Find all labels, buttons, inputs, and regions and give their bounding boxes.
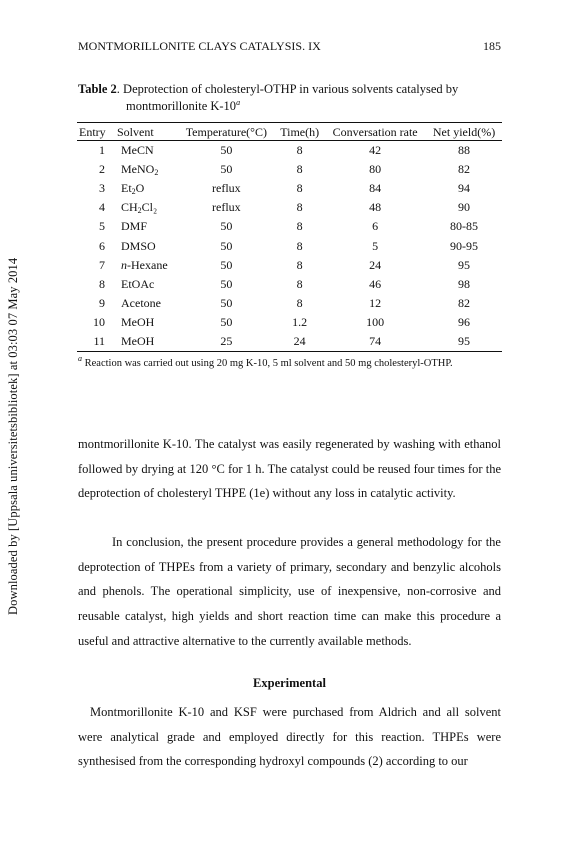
cell-yield: 88: [458, 143, 471, 158]
cell-yield: 96: [458, 314, 471, 329]
solvent-name: CH: [121, 200, 138, 215]
results-table: [77, 122, 502, 352]
cell-conversion: 84: [369, 181, 382, 196]
cell-solvent: [115, 256, 178, 275]
cell-conversion: 24: [369, 257, 382, 272]
cell-entry: 10: [93, 314, 105, 329]
cell-conversion: 5: [372, 238, 379, 253]
cell-temperature: reflux: [212, 181, 241, 196]
cell-yield: 90: [458, 200, 471, 215]
section-heading: Experimental: [253, 676, 326, 690]
download-watermark: Downloaded by [Uppsala universitetsbibliotek] at 03:03 07 May 2014: [6, 257, 20, 615]
cell-yield: 80-85: [450, 219, 479, 234]
solvent-name: MeCN: [121, 143, 154, 158]
paragraph-conclusion: [78, 530, 501, 654]
cell-temperature: 25: [178, 332, 276, 352]
column-header-entry: Entry: [77, 123, 115, 141]
cell-solvent: [115, 236, 178, 255]
cell-time: 8: [296, 219, 303, 234]
running-title: MONTMORILLONITE CLAYS CATALYSIS. IX: [78, 39, 321, 53]
cell-temperature: 50: [220, 314, 233, 329]
cell-temperature: 50: [220, 276, 233, 291]
solvent-name: DMF: [121, 219, 148, 234]
caption-footnote-marker: a: [236, 98, 241, 107]
table-row: [77, 313, 502, 332]
table-row: [77, 275, 502, 294]
cell-entry: 6: [99, 238, 105, 253]
cell-conversion: 74: [324, 332, 426, 352]
cell-conversion: 6: [372, 219, 379, 234]
cell-entry: 5: [99, 219, 105, 234]
solvent-subscript: 2: [131, 187, 136, 197]
footnote-marker: a: [78, 354, 82, 363]
cell-entry: 9: [99, 295, 105, 310]
cell-solvent: [115, 179, 178, 198]
cell-conversion: 100: [366, 314, 385, 329]
solvent-name: MeOH: [121, 314, 155, 329]
cell-solvent: [115, 160, 178, 179]
paragraph-2-text: In conclusion, the present procedure provides a general methodology for the deprotection of THPEs from a variety of primary, secondary and benzylic alcohols and phenols. The operational simplicity, use of inexpensive, non-corrosive and reusable catalyst, high yields and short reaction time can make this procedure a useful and attractive alternative to the currently available methods.: [78, 535, 501, 648]
table-row: [77, 236, 502, 255]
paragraph-3-text: Montmorillonite K-10 and KSF were purchased from Aldrich and all solvent were analytical grade and employed directly for this reaction. THPEs were synthesised from the corresponding hydroxyl compounds (2) according to our: [78, 705, 501, 769]
cell-entry: 3: [99, 181, 105, 196]
cell-time: 8: [296, 200, 303, 215]
table-row: [77, 256, 502, 275]
column-header-temperature: Temperature(°C): [178, 123, 276, 141]
table-row: [77, 217, 502, 236]
cell-entry: 4: [99, 200, 105, 215]
table-row: [77, 332, 502, 352]
running-header: [78, 39, 501, 54]
solvent-name: MeNO: [121, 162, 155, 177]
column-header-solvent: Solvent: [115, 123, 178, 141]
cell-temperature: 50: [220, 257, 233, 272]
table-footnote: [78, 354, 453, 369]
cell-time: 8: [296, 276, 303, 291]
cell-time: 8: [296, 238, 303, 253]
footnote-text: Reaction was carried out using 20 mg K-10, 5 ml solvent and 50 mg cholesteryl-OTHP.: [82, 358, 453, 369]
cell-conversion: 48: [369, 200, 382, 215]
table-row: [77, 198, 502, 217]
cell-solvent: [115, 141, 178, 161]
cell-temperature: 50: [220, 219, 233, 234]
cell-temperature: 50: [220, 238, 233, 253]
cell-yield: 95: [458, 257, 471, 272]
cell-entry: 1: [99, 143, 105, 158]
cell-solvent: [115, 275, 178, 294]
solvent-subscript: 2: [137, 206, 142, 216]
cell-conversion: 46: [369, 276, 382, 291]
solvent-name: MeOH: [121, 333, 155, 348]
table-header-row: [77, 123, 502, 141]
paragraph-catalyst-reuse: [78, 432, 501, 506]
cell-entry: 7: [99, 257, 105, 272]
solvent-name-tail: Cl₂: [141, 200, 158, 215]
cell-time: 8: [296, 181, 303, 196]
solvent-subscript: 2: [154, 168, 159, 178]
cell-temperature: 50: [220, 143, 233, 158]
cell-time: 8: [296, 295, 303, 310]
page-number: 185: [483, 39, 501, 53]
cell-time: 1.2: [292, 314, 308, 329]
cell-yield: 95: [426, 332, 502, 352]
cell-solvent: [115, 294, 178, 313]
solvent-name: n-Hexane: [121, 257, 168, 272]
cell-temperature: reflux: [212, 200, 241, 215]
column-header-conversion: Conversation rate: [324, 123, 426, 141]
paragraph-experimental: [78, 700, 501, 774]
cell-entry: 2: [99, 162, 105, 177]
cell-solvent: [115, 198, 178, 217]
table-label: Table 2: [78, 82, 117, 96]
column-header-yield: Net yield(%): [426, 123, 502, 141]
cell-yield: 82: [458, 295, 471, 310]
cell-solvent: [115, 217, 178, 236]
cell-yield: 82: [458, 162, 471, 177]
cell-temperature: 50: [220, 162, 233, 177]
cell-conversion: 80: [369, 162, 382, 177]
cell-solvent: [115, 332, 178, 352]
cell-solvent: [115, 313, 178, 332]
solvent-name-tail: O: [135, 181, 145, 196]
caption-text-1: . Deprotection of cholesteryl-OTHP in various solvents catalysed by: [116, 82, 459, 96]
caption-text-2: montmorillonite K-10: [126, 99, 237, 113]
solvent-name: Acetone: [121, 295, 161, 310]
cell-time: 8: [296, 143, 303, 158]
cell-time: 8: [296, 257, 303, 272]
cell-yield: 90-95: [450, 238, 479, 253]
cell-entry: 11: [77, 332, 115, 352]
table-row: [77, 160, 502, 179]
table-caption: [78, 81, 503, 115]
solvent-name: EtOAc: [121, 276, 155, 291]
cell-yield: 94: [458, 181, 471, 196]
column-header-time: Time(h): [275, 123, 324, 141]
solvent-name: Et: [121, 181, 132, 196]
cell-time: 24: [275, 332, 324, 352]
paragraph-1-text: montmorillonite K-10. The catalyst was easily regenerated by washing with ethanol followed by drying at 120 °C for 1 h. The catalyst could be reused four times for the deprotection of cholesteryl THPE (1e) without any loss in catalytic activity.: [78, 437, 501, 501]
cell-temperature: 50: [220, 295, 233, 310]
cell-yield: 98: [458, 276, 471, 291]
cell-conversion: 12: [369, 295, 382, 310]
solvent-name: DMSO: [121, 238, 156, 253]
table-row: [77, 294, 502, 313]
cell-conversion: 42: [369, 143, 382, 158]
cell-time: 8: [296, 162, 303, 177]
table-row: [77, 179, 502, 198]
solvent-prefix: n: [121, 257, 127, 272]
cell-entry: 8: [99, 276, 105, 291]
table-row: [77, 141, 502, 161]
